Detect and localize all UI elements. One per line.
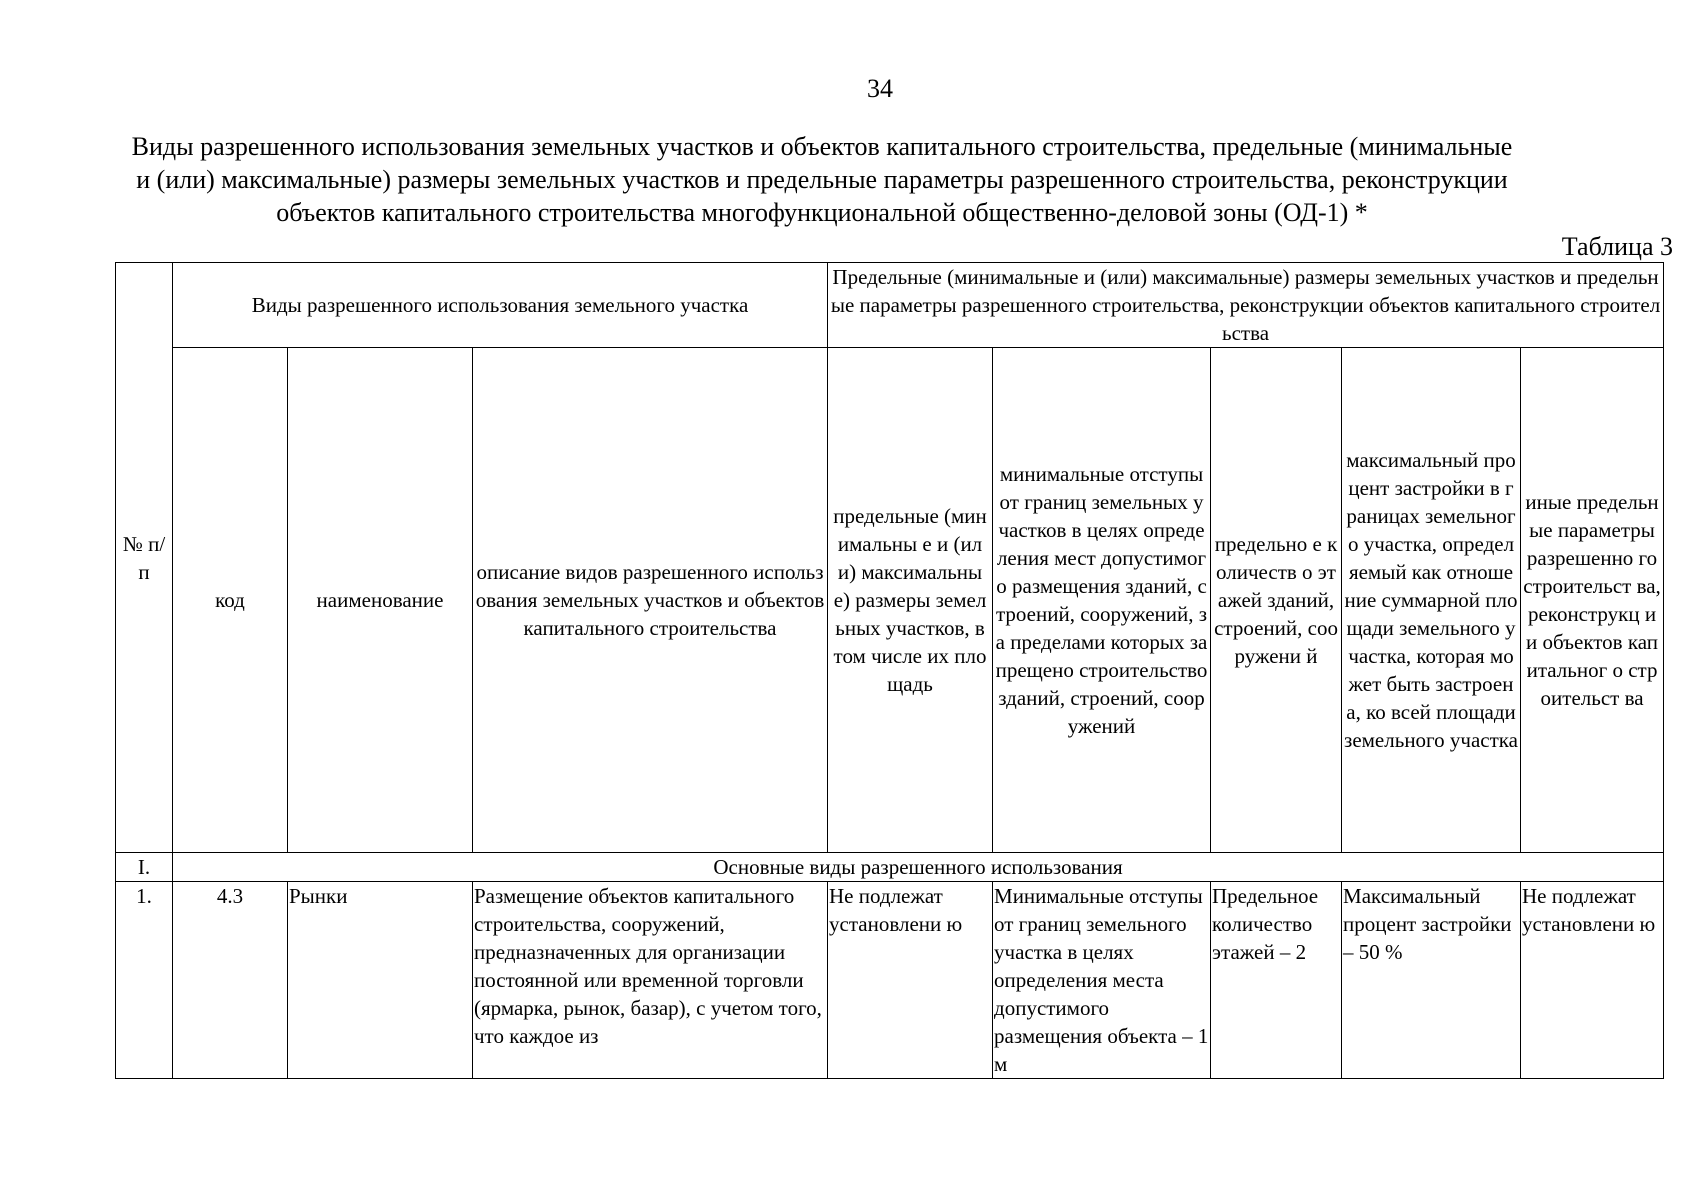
table-caption: Таблица 3 xyxy=(1561,232,1673,261)
document-title xyxy=(108,130,1536,229)
header-description: описание видов разрешенного использования земельных участков и объектов капитального строительства xyxy=(473,348,828,853)
table-subheader-row xyxy=(116,348,1664,853)
title-line: Виды разрешенного использования земельных участков и объектов капитального строительства, предельные (минимальные xyxy=(131,132,1513,161)
row-description: Размещение объектов капитального строительства, сооружений, предназначенных для организации постоянной или временной торговли (ярмарка, рынок, базар), с учетом того, что каждое из xyxy=(473,882,828,1079)
header-floors: предельно е количеств о этажей зданий, строений, сооружени й xyxy=(1211,348,1342,853)
row-number: 1. xyxy=(116,882,173,1079)
section-label: Основные виды разрешенного использования xyxy=(173,853,1664,882)
header-row-number: № п/п xyxy=(116,263,173,853)
header-limit-parameters: Предельные (минимальные и (или) максимальные) размеры земельных участков и предельные параметры разрешенного строительства, реконструкции объектов капитального строительства xyxy=(828,263,1664,348)
header-coverage: максимальный процент застройки в границах земельного участка, определяемый как отношение суммарной площади земельного участка, которая может быть застроена, ко всей площади земельного участка xyxy=(1342,348,1521,853)
header-other-parameters: иные предельные параметры разрешенно го строительст ва, реконструкц ии объектов капитальног о строительст ва xyxy=(1521,348,1664,853)
table-row xyxy=(116,882,1664,1079)
row-name: Рынки xyxy=(288,882,473,1079)
header-plot-size: предельные (минимальны е и (или) максимальны е) размеры земельных участков, в том числе их площадь xyxy=(828,348,993,853)
row-other-parameters: Не подлежат установлени ю xyxy=(1521,882,1664,1079)
zoning-parameters-table xyxy=(115,262,1664,1079)
header-name: наименование xyxy=(288,348,473,853)
table-header-row xyxy=(116,263,1664,348)
page-number: 34 xyxy=(867,74,893,103)
row-plot-size: Не подлежат установлени ю xyxy=(828,882,993,1079)
row-floors: Предельное количество этажей – 2 xyxy=(1211,882,1342,1079)
header-setbacks: минимальные отступы от границ земельных участков в целях определения мест допустимого размещения зданий, строений, сооружений, за пределами которых запрещено строительство зданий, строений, сооружений xyxy=(993,348,1211,853)
title-line: объектов капитального строительства многофункциональной общественно-деловой зоны (ОД-1) * xyxy=(276,198,1368,227)
header-land-use-types: Виды разрешенного использования земельного участка xyxy=(173,263,828,348)
row-code: 4.3 xyxy=(173,882,288,1079)
section-row xyxy=(116,853,1664,882)
title-line: и (или) максимальные) размеры земельных участков и предельные параметры разрешенного строительства, реконструкции xyxy=(136,165,1508,194)
row-coverage: Максимальный процент застройки – 50 % xyxy=(1342,882,1521,1079)
row-setbacks: Минимальные отступы от границ земельного участка в целях определения места допустимого размещения объекта – 1 м xyxy=(993,882,1211,1079)
header-code: код xyxy=(173,348,288,853)
section-number: I. xyxy=(116,853,173,882)
